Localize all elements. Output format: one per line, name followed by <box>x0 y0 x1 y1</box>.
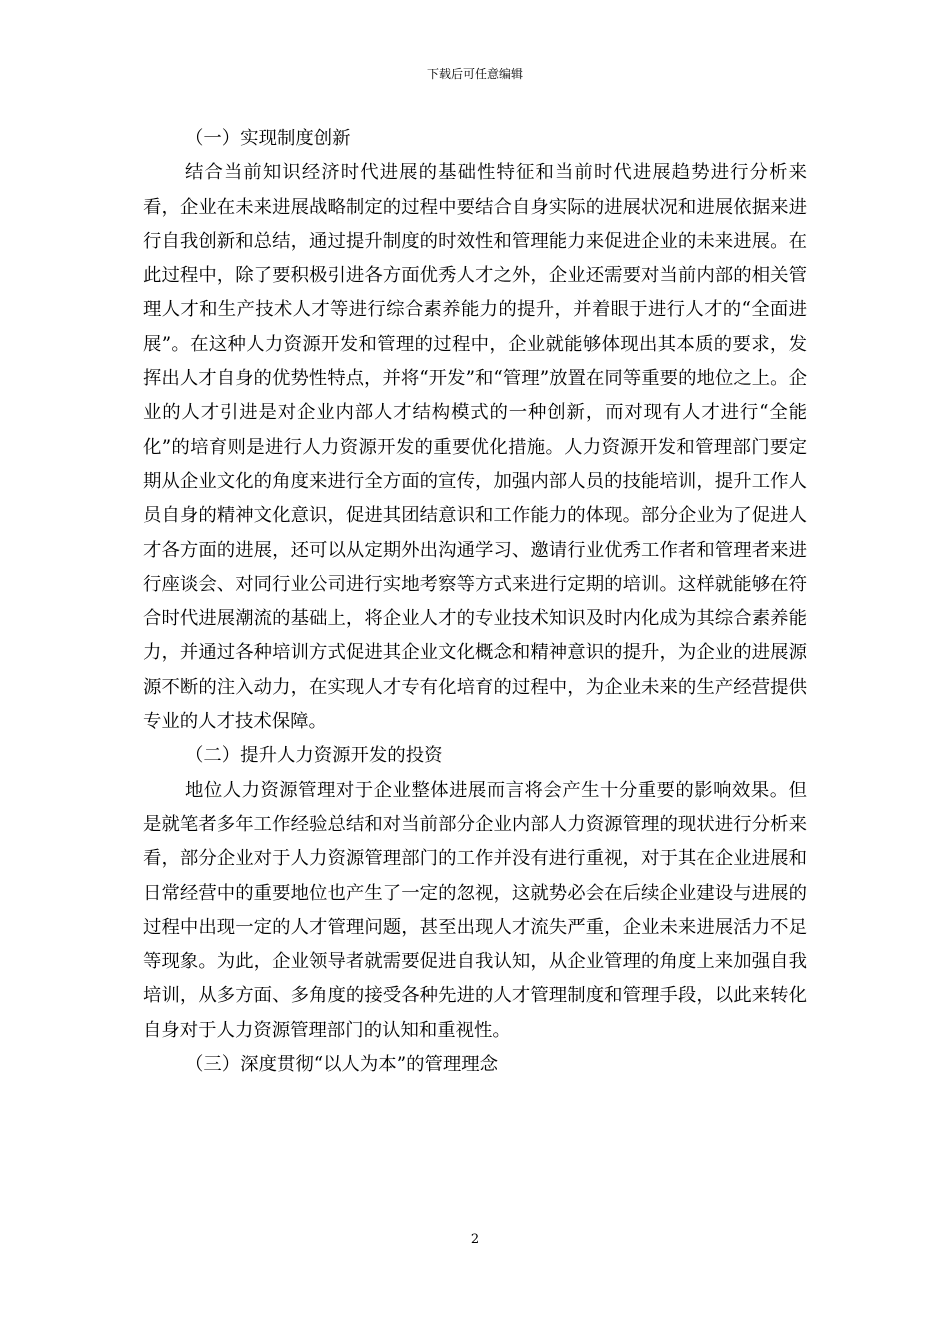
section-heading-1: （一）实现制度创新 <box>185 128 351 149</box>
page-header: 下载后可任意编辑 <box>426 67 523 81</box>
section-heading-3: （三）深度贯彻“以人为本”的管理理念 <box>185 1054 499 1076</box>
page-content <box>143 122 807 1082</box>
section-paragraph-2: 地位人力资源管理对于企业整体进展而言将会产生十分重要的影响效果。但是就笔者多年工作经验总结和对当前部分企业内部人力资源管理的现状进行分析来看，部分企业对于人力资源管理部门的工作并没有进行重视，对于其在企业进展和日常经营中的重要地位也产生了一定的忽视，这就势必会在后续企业建设与进展的过程中出现一定的人才管理问题，甚至出现人才流失严重，企业未来进展活力不足等现象。为此，企业领导者就需要促进自我认知，从企业管理的角度上来加强自我培训，从多方面、多角度的接受各种先进的人才管理制度和管理手段，以此来转化自身对于人力资源管理部门的认知和重视性。 <box>143 779 807 1041</box>
section-heading-2: （二）提升人力资源开发的投资 <box>185 745 443 767</box>
section-paragraph-1: 结合当前知识经济时代进展的基础性特征和当前时代进展趋势进行分析来看，企业在未来进展战略制定的过程中要结合自身实际的进展状况和进展依据来进行自我创新和总结，通过提升制度的时效性和管理能力来促进企业的未来进展。在此过程中，除了要积极引进各方面优秀人才之外，企业还需要对当前内部的相关管理人才和生产技术人才等进行综合素养能力的提升，并着眼于进行人才的“全面进展”。在这种人力资源开发和管理的过程中，企业就能够体现出其本质的要求，发挥出人才自身的优势性特点，并将“开发”和“管理”放置在同等重要的地位之上。企业的人才引进是对企业内部人才结构模式的一种创新，而对现有人才进行“全能化”的培育则是进行人力资源开发的重要优化措施。人力资源开发和管理部门要定期从企业文化的角度来进行全方面的宣传，加强内部人员的技能培训，提升工作人员自身的精神文化意识，促进其团结意识和工作能力的体现。部分企业为了促进人才各方面的进展，还可以从定期外出沟通学习、邀请行业优秀工作者和管理者来进行座谈会、对同行业公司进行实地考察等方式来进行定期的培训。这样就能够在符合时代进展潮流的基础上，将企业人才的专业技术知识及时内化成为其综合素养能力，并通过各种培训方式促进其企业文化概念和精神意识的提升，为企业的进展源源不断的注入动力，在实现人才专有化培育的过程中，为企业未来的生产经营提供专业的人才技术保障。 <box>143 162 807 733</box>
page-number: 2 <box>470 1232 480 1247</box>
